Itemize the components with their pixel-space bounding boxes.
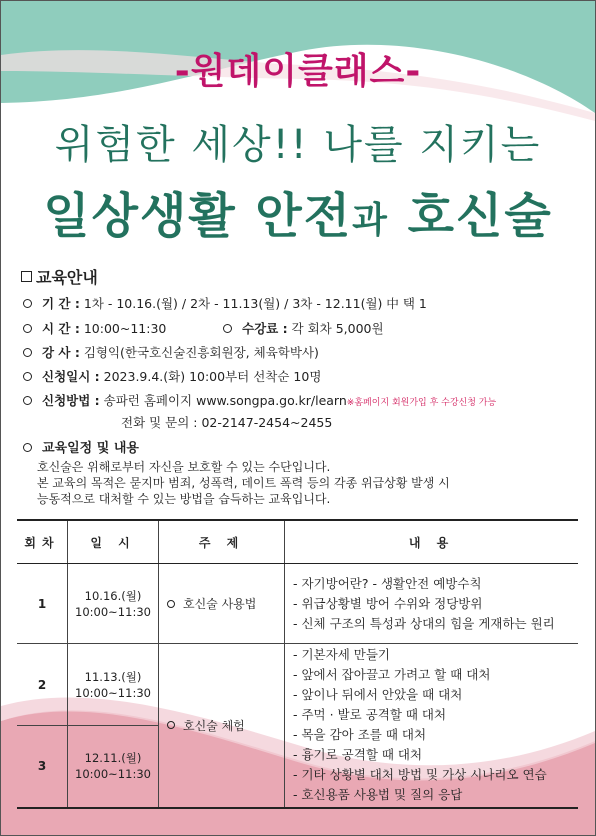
- time-label: 시 간 :: [42, 321, 80, 336]
- period-row: [23, 294, 427, 312]
- fee-row: [223, 319, 384, 337]
- apply-date-value: 2023.9.4.(화) 10:00부터 선착순 10명: [99, 369, 322, 384]
- schedule-heading-text: 교육일정 및 내용: [42, 441, 139, 456]
- content-item: - 위급상황별 방어 수위와 정당방위: [293, 595, 483, 611]
- schedule-heading: [23, 437, 139, 456]
- session-number: 2: [17, 644, 68, 726]
- apply-method-value: 송파런 홈페이지 www.songpa.go.kr/learn: [99, 393, 347, 408]
- circle-bullet-icon: [23, 443, 32, 452]
- intro-paragraph: [37, 459, 450, 507]
- content-item: - 자기방어란? - 생활안전 예방수칙: [293, 575, 482, 591]
- circle-bullet-icon: [223, 324, 232, 333]
- content-item: - 기본자세 만들기: [293, 647, 390, 663]
- schedule-table: [17, 519, 578, 809]
- title-line-2-part-3: 호신술: [388, 188, 553, 244]
- content-item: - 앞에서 잡아끌고 가려고 할 때 대처: [293, 667, 491, 683]
- content-item: - 신체 구조의 특성과 상대의 힘을 게재하는 원리: [293, 615, 555, 631]
- circle-bullet-icon: [167, 600, 175, 608]
- content-item: - 호신용품 사용법 및 질의 응답: [293, 787, 463, 803]
- column-header-content: 내 용: [285, 520, 579, 564]
- time-value: 10:00~11:30: [79, 321, 167, 336]
- session-time: 10:00~11:30: [75, 767, 151, 782]
- session-datetime: [68, 644, 159, 726]
- content-item: - 앞이나 뒤에서 안았을 때 대처: [293, 687, 463, 703]
- title-line-2: [1, 177, 595, 246]
- content-item: - 주먹 · 발로 공격할 때 대처: [293, 707, 447, 723]
- session-date: 12.11.(월): [84, 751, 142, 766]
- content-cell: [285, 564, 579, 644]
- content-item: - 흉기로 공격할 때 대처: [293, 747, 423, 763]
- content-item: - 기타 상황별 대처 방법 및 가상 시나리오 연습: [293, 767, 547, 783]
- topic-label: 호신술 사용법: [183, 597, 257, 611]
- apply-date-label: 신청일시 :: [42, 369, 100, 384]
- apply-method-label: 신청방법 :: [42, 393, 100, 408]
- intro-line: 능동적으로 대처할 수 있는 방법을 습득하는 교육입니다.: [37, 492, 331, 506]
- session-datetime: [68, 564, 159, 644]
- table-header-row: [17, 520, 578, 564]
- instructor-row: [23, 343, 319, 361]
- table-row: [17, 564, 578, 644]
- session-time: 10:00~11:30: [75, 685, 151, 700]
- circle-bullet-icon: [23, 348, 32, 357]
- intro-line: 호신술은 위해로부터 자신을 보호할 수 있는 수단입니다.: [37, 460, 331, 474]
- table-row: [17, 644, 578, 726]
- circle-bullet-icon: [23, 396, 32, 405]
- class-type-subtitle: -원데이클래스-: [174, 51, 422, 92]
- time-row: [23, 319, 166, 337]
- guide-heading: [21, 265, 98, 288]
- topic-cell: [159, 564, 285, 644]
- content-item: - 목을 감아 조를 때 대처: [293, 727, 427, 743]
- intro-line: 본 교육의 목적은 묻지마 범죄, 성폭력, 데이트 폭력 등의 각종 위급상황 발생 시: [37, 476, 450, 490]
- session-number: 3: [17, 726, 68, 808]
- title-line-2-part-1: 일상생활 안전: [43, 188, 353, 244]
- circle-bullet-icon: [167, 721, 175, 729]
- apply-date-row: [23, 367, 321, 385]
- period-value: 1차 - 10.16.(월) / 2차 - 11.13(월) / 3차 - 12.11(월) 中 택 1: [79, 296, 427, 311]
- apply-method-row: [23, 391, 496, 409]
- session-datetime: [68, 726, 159, 808]
- contact-row: 전화 및 문의 : 02-2147-2454~2455: [121, 415, 333, 430]
- topic-cell: [159, 644, 285, 808]
- instructor-label: 강 사 :: [42, 345, 80, 360]
- circle-bullet-icon: [23, 324, 32, 333]
- topic-label: 호신술 체험: [183, 718, 245, 733]
- apply-method-note: ※홈페이지 회원가입 후 수강신청 가능: [346, 398, 497, 408]
- fee-label: 수강료 :: [242, 321, 288, 336]
- fee-value: 각 회차 5,000원: [287, 321, 384, 336]
- title-line-1: 위험한 세상!! 나를 지키는: [54, 122, 542, 168]
- period-label: 기 간 :: [42, 296, 80, 311]
- square-bullet-icon: [21, 271, 32, 282]
- session-time: 10:00~11:30: [75, 604, 151, 619]
- circle-bullet-icon: [23, 372, 32, 381]
- session-date: 11.13.(월): [84, 669, 142, 684]
- column-header-session: 회차: [17, 520, 68, 564]
- column-header-datetime: 일 시: [68, 520, 159, 564]
- session-number: 1: [17, 564, 68, 644]
- column-header-topic: 주 제: [159, 520, 285, 564]
- guide-heading-text: 교육안내: [36, 268, 98, 287]
- title-line-2-part-2: 과: [352, 200, 389, 241]
- instructor-value: 김형익(한국호신술진흥회원장, 체육학박사): [79, 345, 319, 360]
- circle-bullet-icon: [23, 299, 32, 308]
- content-cell: [285, 644, 579, 808]
- session-date: 10.16.(월): [84, 588, 142, 603]
